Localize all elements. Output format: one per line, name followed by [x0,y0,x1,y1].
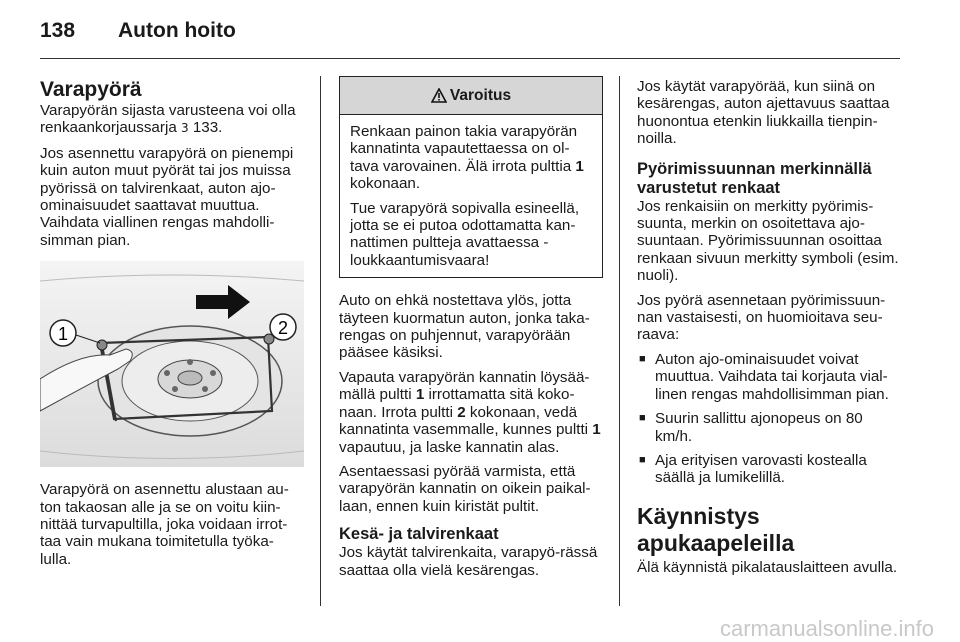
section-heading-varapyora: Varapyörä [40,78,142,101]
warning-box [339,76,603,278]
column-2 [339,78,603,586]
column-3 [637,78,901,583]
warning-body [340,115,602,277]
header-rule [40,58,900,59]
paragraph: Varapyörä on asennettu alustaan au-ton takaosan alle ja se on voitu kiin-nittää turvapultilla, joka voidaan irrot-taa vain mukana toimitetulla työka-lulla. [40,481,289,568]
paragraph: Jos pyörä asennetaan pyörimissuun-nan vastaisesti, on huomioitava seu-raava: [637,291,886,344]
warning-triangle-icon [431,88,447,103]
chapter-title: Auton hoito [118,19,236,42]
callout-2: 2 [277,318,289,339]
column-1 [40,78,304,575]
paragraph: Vapauta varapyörän kannatin löysää-mällä pultti 1 irrottamatta sitä koko-naan. Irrota pultti 2 kokonaan, vedä kannatinta vasemmalle, kunnes pultti 1 vapautuu, ja laske kannatin alas. [339,368,601,456]
page-ref-icon: 3 [180,121,189,136]
column-divider-right [619,76,620,606]
paragraph: Jos käytät varapyörää, kun siinä on kesärengas, auton ajettavuus saattaa huonontua etenkin liukkailla tienpin-noilla. [637,78,890,148]
spare-wheel-illustration [40,261,304,467]
paragraph: Jos asennettu varapyörä on pienempi kuin auton muut pyörät tai jos muissa pyörissä on talvirenkaat, auton ajo-ominaisuudet saattavat muuttua. Vaihdata viallinen rengas mahdolli-simman pian. [40,144,294,249]
warning-header [340,77,602,115]
paragraph: Jos renkaisiin on merkitty pyörimis-suunta, merkin on osoitettava ajo-suuntaan. Pyörimissuunnan osoittaa renkaan sivuun merkitty symboli (esim. nuoli). [637,197,899,285]
list-item: ■ Auton ajo-ominaisuudet voivat muuttua. Vaihdata tai korjauta vial-linen rengas mahdollisimman pian. [637,351,901,403]
paragraph: Varapyörän sijasta varusteena voi olla renkaankorjaussarja 3 133. [40,102,296,137]
section-heading-pyorimissuunta: Pyörimissuunnan merkinnällä varustetut renkaat [637,159,872,197]
callout-1: 1 [57,324,69,345]
paragraph: Asentaessasi pyörää varmista, että varapyörän kannatin on oikein paikal-laan, ennen kuin kiristät pultit. [339,462,591,515]
page-number: 138 [40,19,76,42]
warning-paragraph: Renkaan painon takia varapyörän kannatinta vapautettaessa on ol-tava varovainen. Älä irrota pulttia 1 kokonaan. [350,123,584,193]
list-item: ■ Aja erityisen varovasti kostealla säällä ja lumikelillä. [637,452,901,487]
section-heading-kaynnistys: Käynnistys apukaapeleilla [637,502,795,556]
bullet-list [637,351,901,487]
page-header [40,19,236,47]
column-divider-left [320,76,321,606]
list-item: ■ Suurin sallittu ajonopeus on 80 km/h. [637,410,901,445]
paragraph: Älä käynnistä pikalatauslaitteen avulla. [637,558,898,576]
section-heading-kesa-talvirenkaat: Kesä- ja talvirenkaat [339,525,499,544]
paragraph: Auto on ehkä nostettava ylös, jotta täyteen kuormatun auton, jonka taka-rengas on puhjennut, varapyörään pääsee käsiksi. [339,292,590,362]
paragraph: Jos käytät talvirenkaita, varapyö-rässä saattaa olla vielä kesärengas. [339,544,598,579]
warning-title: Varoitus [449,86,512,104]
watermark: carmanualsonline.info [719,616,934,641]
warning-paragraph: Tue varapyörä sopivalla esineellä, jotta se ei putoa odottamatta kan-nattimen pultteja avattaessa - loukkaantumisvaara! [350,199,580,269]
